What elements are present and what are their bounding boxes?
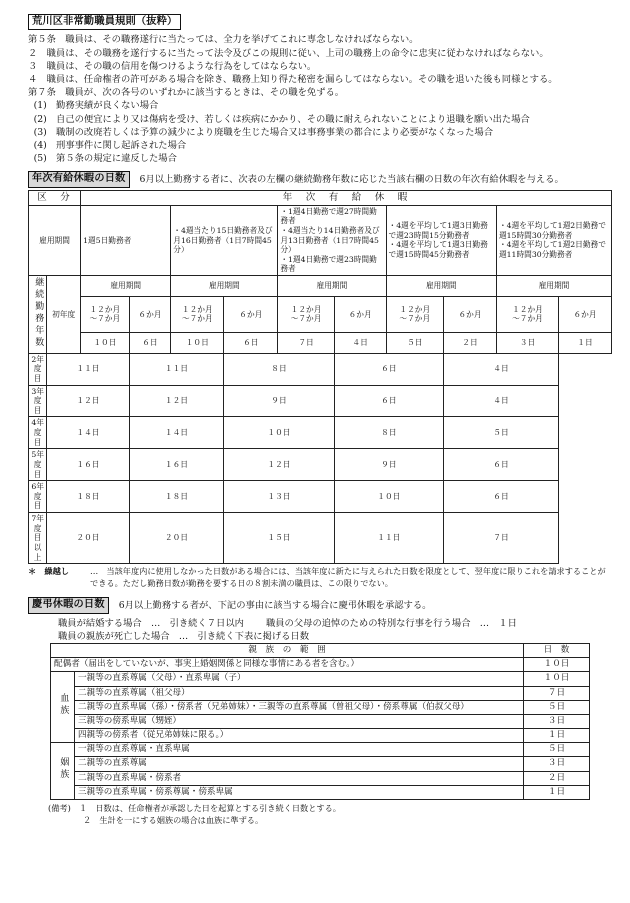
year-days: １２日 (224, 449, 334, 481)
first-year-days: ３日 (496, 333, 558, 354)
relative-days: １日 (524, 785, 590, 799)
annual-leave-description: 6月以上勤務する者に、次表の左欄の継続勤務年数に応じた当該右欄の日数の年次有給休暇を与える。 (139, 174, 564, 185)
sub-employment-period: 雇用期間 (496, 276, 611, 297)
year-row (29, 385, 612, 417)
relative-range: 一親等の直系尊属（父母）・直系卑属（子） (75, 672, 524, 686)
annual-leave-table (28, 190, 612, 564)
period-12-7-months: １２か月 ～７か月 (171, 296, 224, 332)
relative-row (51, 785, 590, 799)
header-days: 日 数 (524, 644, 590, 658)
rule-line: (5) 第５条の規定に違反した場合 (33, 153, 177, 165)
year-row (29, 417, 612, 449)
first-year-days: １日 (558, 333, 611, 354)
year-days: ８日 (224, 353, 334, 385)
inlaw-relatives-label: 姻族 (51, 743, 75, 800)
relative-row (51, 757, 590, 771)
header-relative-range: 親 族 の 範 囲 (51, 644, 524, 658)
year-days: ７日 (444, 513, 559, 564)
year-row (29, 481, 612, 513)
rule-line: ３ 職員は、その職の信用を傷つけるような行為をしてはならない。 (28, 60, 317, 72)
rule-line: (2) 自己の便宜により又は傷病を受け、若しくは疾病にかかり、その職に耐えられないことにより退職を願い出た場合 (33, 113, 530, 125)
period-12-7-months: １２か月 ～７か月 (81, 296, 129, 332)
sub-employment-period: 雇用期間 (386, 276, 496, 297)
section-condolence-leave (28, 597, 612, 826)
relative-days: １日 (524, 729, 590, 743)
year-days: １４日 (47, 417, 129, 449)
blood-relatives-label: 血族 (51, 672, 75, 743)
year-days: ６日 (334, 353, 443, 385)
header-employment-period: 雇用期間 (29, 205, 81, 275)
carryover-text: … 当該年度内に使用しなかった日数がある場合には、当該年度に新たに与えられた日数を限度として、翌年度に限りこれを請求することができる。ただし勤務日数が勤務を要する日の８割未満の職員は、この限りでない。 (90, 566, 606, 588)
sub-employment-period: 雇用期間 (81, 276, 171, 297)
relative-days: ３日 (524, 757, 590, 771)
first-year-days: ５日 (386, 333, 443, 354)
category-5days: 1週5日勤務者 (81, 205, 171, 275)
year-label: 3年度目 (29, 385, 47, 417)
section-rules (28, 14, 612, 165)
first-year-days: １０日 (81, 333, 129, 354)
year-row (29, 449, 612, 481)
category-2days: ・4週を平均して1週2日勤務で週15時間30分勤務者 ・4週を平均して1週2日勤務で週11時間30分勤務者 (496, 205, 611, 275)
relative-row (51, 714, 590, 728)
relative-range: 三親等の傍系卑属（甥姪） (75, 714, 524, 728)
rule-line: 第５条 職員は、その職務遂行に当たっては、全力を挙げてこれに専念しなければならない。 (28, 34, 419, 46)
year-days: １８日 (129, 481, 224, 513)
relative-row (51, 686, 590, 700)
relative-days: １０日 (524, 672, 590, 686)
relative-range: 二親等の直系卑属（孫）・傍系者（兄弟姉妹）・三親等の直系尊属（曽祖父母）・傍系尊属（伯叔父母） (75, 700, 524, 714)
year-days: １５日 (224, 513, 334, 564)
continuous-years-label: 継続勤務年数 (29, 276, 47, 354)
year-days: １６日 (47, 449, 129, 481)
header-kubun: 区 分 (29, 190, 81, 205)
year-days: １２日 (129, 385, 224, 417)
remark-2: ２ 生計を一にする姻族の場合は血族に準ずる。 (83, 814, 264, 825)
relatives-table (50, 643, 590, 800)
section-title-rules: 荒川区非常勤職員規則（抜粋） (28, 14, 181, 30)
first-year-label: 初年度 (47, 276, 81, 354)
year-days: ９日 (334, 449, 443, 481)
year-days: ２０日 (129, 513, 224, 564)
year-days: １０日 (334, 481, 443, 513)
year-days: １１日 (334, 513, 443, 564)
year-days: １０日 (224, 417, 334, 449)
memorial-text: 職員の父母の追悼のための特別な行事を行う場合 … １日 (265, 617, 517, 629)
year-days: １３日 (224, 481, 334, 513)
relative-days: ３日 (524, 714, 590, 728)
year-row (29, 353, 612, 385)
marriage-text: 職員が結婚する場合 … 引き続く７日以内 (58, 617, 244, 629)
relative-days: ５日 (524, 700, 590, 714)
first-year-days: ６日 (129, 333, 171, 354)
spouse-days: １０日 (524, 658, 590, 672)
year-days: ４日 (444, 353, 559, 385)
sub-employment-period: 雇用期間 (171, 276, 278, 297)
relative-days: ２日 (524, 771, 590, 785)
period-6-months: ６か月 (558, 296, 611, 332)
remark-1: (備考) １ 日数は、任命権者が承認した日を起算とする引き続く日数とする。 (48, 802, 341, 813)
period-6-months: ６か月 (129, 296, 171, 332)
year-days: ８日 (334, 417, 443, 449)
section-title-condolence: 慶弔休暇の日数 (28, 597, 109, 613)
header-annual-leave: 年 次 有 給 休 暇 (81, 190, 612, 205)
rule-line: (1) 勤務実績が良くない場合 (33, 100, 159, 112)
spouse-row: 配偶者（届出をしていないが、事実上婚姻関係と同様な事情にある者を含む。） (51, 658, 524, 672)
year-days: ５日 (444, 417, 559, 449)
year-label: 7年度目以上 (29, 513, 47, 564)
relative-range: 二親等の直系卑属・傍系者 (75, 771, 524, 785)
relative-range: 二親等の直系尊属 (75, 757, 524, 771)
rules-text (28, 33, 612, 165)
relative-range: 一親等の直系尊属・直系卑属 (75, 743, 524, 757)
relative-death-text: 職員の親族が死亡した場合 … 引き続く下表に掲げる日数 (58, 630, 310, 642)
category-3days: ・4週を平均して1週3日勤務で週23時間15分勤務者 ・4週を平均して1週3日勤務で週15時間45分勤務者 (386, 205, 496, 275)
first-year-days: ２日 (444, 333, 497, 354)
relative-range: 二親等の直系尊属（祖父母） (75, 686, 524, 700)
year-days: ９日 (224, 385, 334, 417)
category-4days: ・1週4日勤務で週27時間勤務者 ・4週当たり14日勤務者及び月13日勤務者（1日7時間45分） ・1週4日勤務で週23時間勤務者 (278, 205, 386, 275)
year-days: １８日 (47, 481, 129, 513)
relative-days: ５日 (524, 743, 590, 757)
rule-line: (3) 職制の改廃若しくは予算の減少により廃職を生じた場合又は事務事業の都合により必要がなくなった場合 (33, 126, 493, 138)
carryover-label: ＊ 繰越し (28, 566, 69, 577)
period-12-7-months: １２か月 ～７か月 (386, 296, 443, 332)
year-days: ６日 (444, 481, 559, 513)
rule-line: (4) 刑事事件に関し起訴された場合 (33, 139, 187, 151)
rule-line: ２ 職員は、その職務を遂行するに当たって法令及びこの規則に従い、上司の職務上の命令に忠実に従わなければならない。 (28, 47, 549, 59)
marriage-line (58, 617, 612, 630)
year-days: １２日 (47, 385, 129, 417)
year-days: １１日 (129, 353, 224, 385)
year-days: ２０日 (47, 513, 129, 564)
year-days: ６日 (334, 385, 443, 417)
relative-row (51, 743, 590, 757)
year-days: １４日 (129, 417, 224, 449)
period-12-7-months: １２か月 ～７か月 (496, 296, 558, 332)
relative-row (51, 672, 590, 686)
period-6-months: ６か月 (334, 296, 386, 332)
year-days: １６日 (129, 449, 224, 481)
section-title-annual-leave: 年次有給休暇の日数 (28, 171, 130, 187)
year-row (29, 513, 612, 564)
sub-employment-period: 雇用期間 (278, 276, 386, 297)
year-label: 5年度目 (29, 449, 47, 481)
section-annual-leave (28, 171, 612, 589)
relative-row (51, 729, 590, 743)
year-label: 2年度目 (29, 353, 47, 385)
relative-row (51, 700, 590, 714)
period-6-months: ６か月 (224, 296, 278, 332)
year-days: ６日 (444, 449, 559, 481)
relative-days: ７日 (524, 686, 590, 700)
category-15days: ・4週当たり15日勤務者及び月16日勤務者（1日7時間45分） (171, 205, 278, 275)
carryover-note (28, 566, 612, 589)
year-label: 4年度目 (29, 417, 47, 449)
year-days: １１日 (47, 353, 129, 385)
relative-range: 四親等の傍系者（従兄弟姉妹に限る。） (75, 729, 524, 743)
period-12-7-months: １２か月 ～７か月 (278, 296, 334, 332)
first-year-days: ４日 (334, 333, 386, 354)
first-year-days: １０日 (171, 333, 224, 354)
relative-range: 三親等の直系卑属・傍系尊属・傍系卑属 (75, 785, 524, 799)
rule-line: 第７条 職員が、次の各号のいずれかに該当するときは、その職を免ずる。 (28, 87, 345, 99)
year-days: ４日 (444, 385, 559, 417)
rule-line: ４ 職員は、任命権者の許可がある場合を除き、職務上知り得た秘密を漏らしてはならない。その職を退いた後も同様とする。 (28, 74, 558, 86)
period-6-months: ６か月 (444, 296, 497, 332)
first-year-days: ７日 (278, 333, 334, 354)
relative-row (51, 771, 590, 785)
year-label: 6年度目 (29, 481, 47, 513)
first-year-days: ６日 (224, 333, 278, 354)
condolence-description: 6月以上勤務する者が、下記の事由に該当する場合に慶弔休暇を承認する。 (118, 599, 432, 611)
